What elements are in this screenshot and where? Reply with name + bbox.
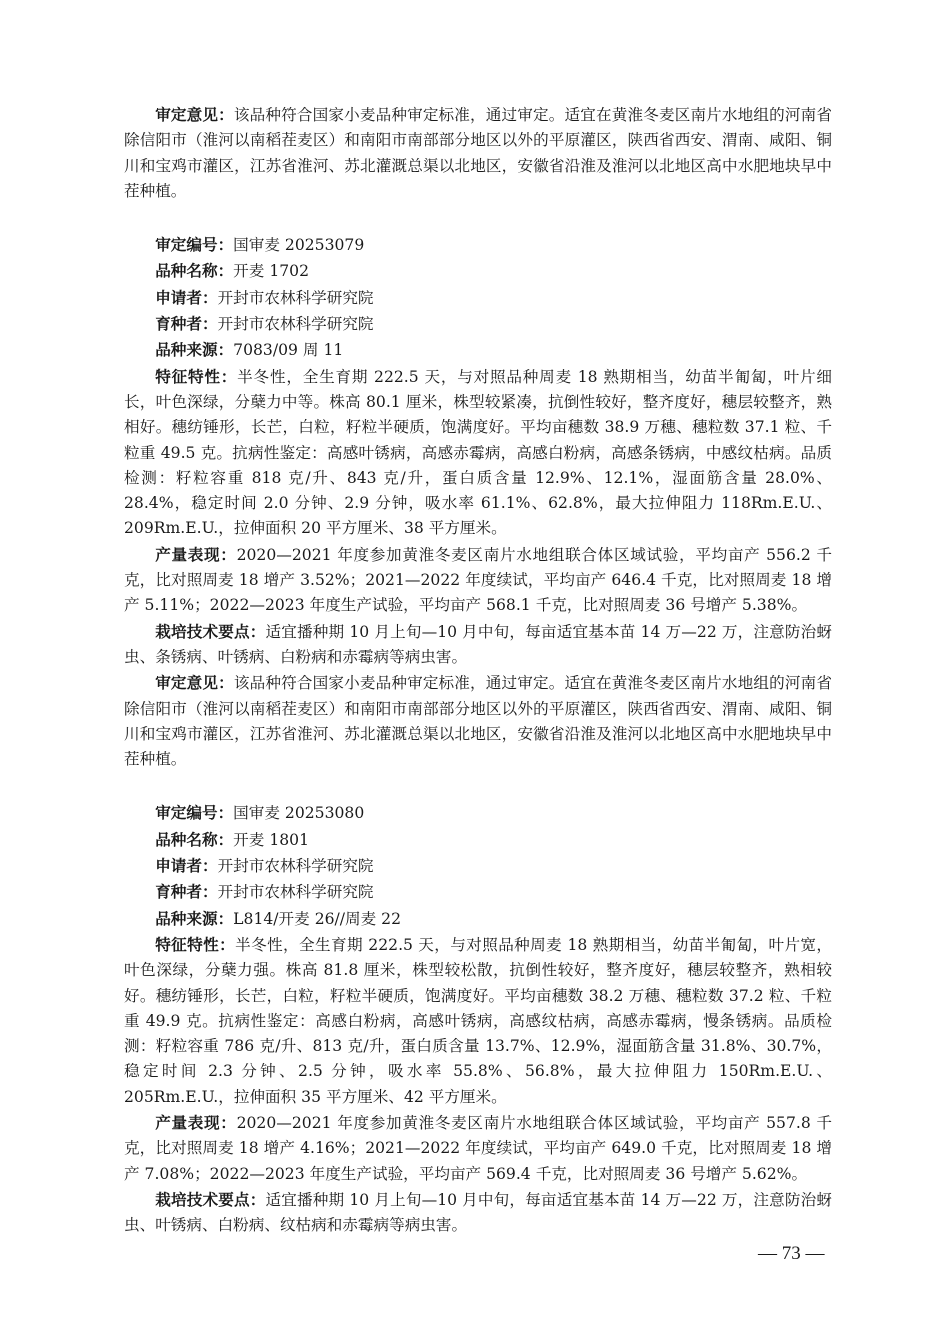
label: 栽培技术要点： xyxy=(155,621,266,641)
field-line xyxy=(124,311,832,337)
label: 品种来源： xyxy=(155,340,234,360)
text: 适宜播种期 10 月上旬—10 月中旬，每亩适宜基本苗 14 万—22 万，注意防治蚜虫、叶锈病、白粉病、纹枯病和赤霉病等病虫害。 xyxy=(124,1190,832,1235)
page-number: — 73 — xyxy=(758,1243,825,1264)
text: 半冬性，全生育期 222.5 天，与对照品种周麦 18 熟期相当，幼苗半匍匐，叶片细长，叶色深绿，分蘖力中等。株高 80.1 厘米，株型较紧凑，抗倒性较好，整齐度好，穗层较整齐，熟相好。穗纺锤形，长芒，白粒，籽粒半硬质，饱满度好。平均亩穗数 38.9 万穗、穗粒数 37.1 粒、千粒重 49.5 克。抗病性鉴定：高感叶锈病，高感赤霉病，高感白粉病，高感条锈病，中感纹枯病。品质检测：籽粒容重 818 克/升、843 克/升，蛋白质含量 12.9%、12.1%，湿面筋含量 28.0%、28.4%，稳定时间 2.0 分钟、2.9 分钟，吸水率 61.1%、62.8%，最大拉伸阻力 118Rm.E.U.、209Rm.E.U.，拉伸面积 20 平方厘米、38 平方厘米。 xyxy=(124,367,832,538)
label: 审定意见： xyxy=(155,673,234,693)
field-line xyxy=(124,827,832,853)
field-line xyxy=(124,285,832,311)
text: 该品种符合国家小麦品种审定标准，通过审定。适宜在黄淮冬麦区南片水地组的河南省除信阳市（淮河以南稻茬麦区）和南阳市南部部分地区以外的平原灌区，陕西省西安、渭南、咸阳、铜川和宝鸡市灌区，江苏省淮河、苏北灌溉总渠以北地区，安徽省沿淮及淮河以北地区高中水肥地块早中茬种植。 xyxy=(124,674,832,769)
text: 该品种符合国家小麦品种审定标准，通过审定。适宜在黄淮冬麦区南片水地组的河南省除信阳市（淮河以南稻茬麦区）和南阳市南部部分地区以外的平原灌区，陕西省西安、渭南、咸阳、铜川和宝鸡市灌区，江苏省淮河、苏北灌溉总渠以北地区，安徽省沿淮及淮河以北地区高中水肥地块早中茬种植。 xyxy=(124,106,832,200)
label: 特征特性： xyxy=(155,934,236,954)
label: 产量表现： xyxy=(155,544,237,564)
field-line xyxy=(124,800,832,826)
section-paragraph xyxy=(124,932,832,1110)
text: 国审麦 20253080 xyxy=(233,804,365,823)
section-paragraph xyxy=(124,670,832,772)
label: 育种者： xyxy=(155,882,218,902)
section-paragraph xyxy=(124,1187,832,1239)
text: 7083/09 周 11 xyxy=(233,341,344,360)
section-paragraph xyxy=(124,364,832,542)
variety-entry xyxy=(124,232,832,772)
field-line xyxy=(124,906,832,932)
label: 品种来源： xyxy=(155,908,234,928)
variety-entry xyxy=(124,800,832,1238)
label: 特征特性： xyxy=(155,366,238,386)
label: 审定编号： xyxy=(155,235,234,255)
section-paragraph xyxy=(124,1110,832,1187)
text: 开封市农林科学研究院 xyxy=(217,857,374,876)
text: 开封市农林科学研究院 xyxy=(217,288,374,307)
label: 品种名称： xyxy=(155,829,234,849)
variety-entries xyxy=(124,232,832,1238)
section-paragraph xyxy=(124,619,832,671)
label: 产量表现： xyxy=(155,1112,237,1132)
field-line xyxy=(124,258,832,284)
field-line xyxy=(124,337,832,363)
text: 国审麦 20253079 xyxy=(233,236,365,255)
text: 半冬性，全生育期 222.5 天，与对照品种周麦 18 熟期相当，幼苗半匍匐，叶片宽，叶色深绿，分蘖力强。株高 81.8 厘米，株型较松散，抗倒性较好，整齐度好，穗层较整齐，熟相较好。穗纺锤形，长芒，白粒，籽粒半硬质，饱满度好。平均亩穗数 38.2 万穗、穗粒数 37.2 粒、千粒重 49.9 克。抗病性鉴定：高感白粉病，高感叶锈病，高感纹枯病，高感赤霉病，慢条锈病。品质检测：籽粒容重 786 克/升、813 克/升，蛋白质含量 13.7%、12.9%，湿面筋含量 31.8%、30.7%，稳定时间 2.3 分钟、2.5 分钟，吸水率 55.8%、56.8%，最大拉伸阻力 150Rm.E.U.、205Rm.E.U.，拉伸面积 35 平方厘米、42 平方厘米。 xyxy=(124,935,832,1106)
label: 申请者： xyxy=(155,856,218,876)
label: 审定意见： xyxy=(155,105,234,124)
text: 开麦 1702 xyxy=(233,262,310,281)
text: 开封市农林科学研究院 xyxy=(217,883,374,902)
document-body xyxy=(124,102,832,1238)
text: 2020—2021 年度参加黄淮冬麦区南片水地组联合体区域试验，平均亩产 557.8 千克，比对照周麦 18 增产 4.16%；2021—2022 年度续试，平均亩产 649.0 千克，比对照周麦 18 增产 7.08%；2022—2023 年度生产试验，平均亩产 569.4 千克，比对照周麦 36 号增产 5.62%。 xyxy=(124,1113,832,1183)
field-line xyxy=(124,232,832,258)
approval-opinion xyxy=(124,102,832,204)
label: 栽培技术要点： xyxy=(155,1189,266,1209)
field-line xyxy=(124,853,832,879)
label: 品种名称： xyxy=(155,261,234,281)
label: 审定编号： xyxy=(155,803,234,823)
field-line xyxy=(124,879,832,905)
text: 开封市农林科学研究院 xyxy=(217,315,374,334)
text: L814/开麦 26//周麦 22 xyxy=(233,909,402,928)
text: 2020—2021 年度参加黄淮冬麦区南片水地组联合体区域试验，平均亩产 556.2 千克，比对照周麦 18 增产 3.52%；2021—2022 年度续试，平均亩产 646.4 千克，比对照周麦 18 增产 5.11%；2022—2023 年度生产试验，平均亩产 568.1 千克，比对照周麦 36 号增产 5.38%。 xyxy=(124,545,832,615)
label: 申请者： xyxy=(155,287,218,307)
text: 适宜播种期 10 月上旬—10 月中旬，每亩适宜基本苗 14 万—22 万，注意防治蚜虫、条锈病、叶锈病、白粉病和赤霉病等病虫害。 xyxy=(124,622,832,666)
label: 育种者： xyxy=(155,314,218,334)
section-paragraph xyxy=(124,542,832,619)
text: 开麦 1801 xyxy=(233,830,310,849)
